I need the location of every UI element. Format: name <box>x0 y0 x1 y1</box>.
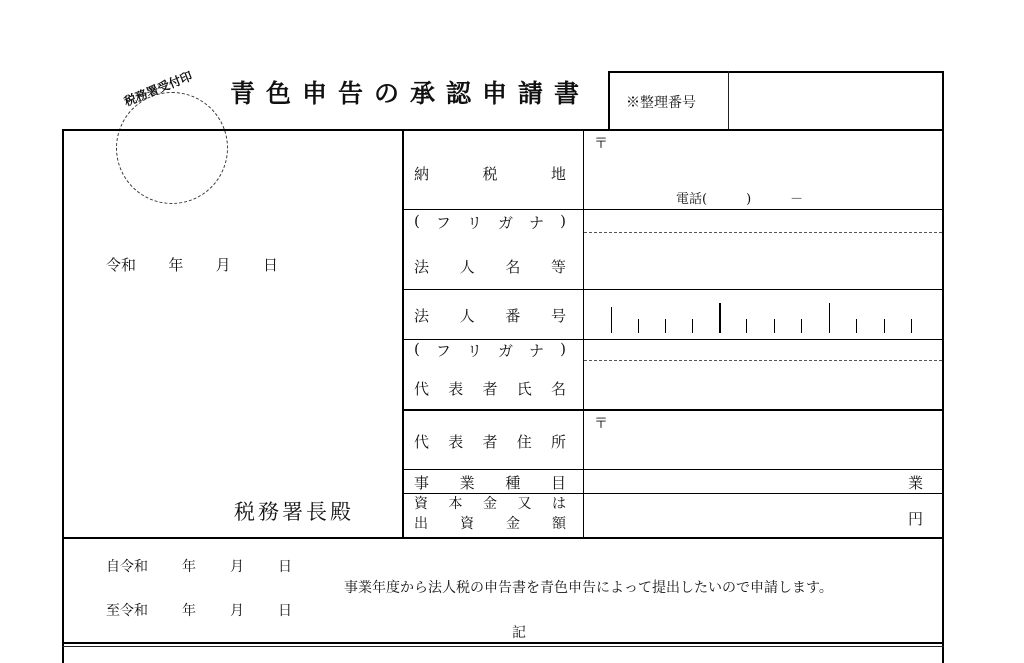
daihyo-jusho-label <box>414 431 566 452</box>
shihon-char: 又 <box>517 496 532 512</box>
digit-tick <box>746 319 747 333</box>
frame-left <box>62 129 64 663</box>
daihyo-char: 氏 <box>516 380 532 398</box>
row-line-4 <box>402 409 944 411</box>
jigyo-shumoku-label <box>414 472 566 493</box>
furigana-dash-1 <box>584 232 942 233</box>
shihon-label-line1 <box>414 496 566 512</box>
hojin-bango-label <box>414 305 566 326</box>
frame-center-divider <box>402 129 404 538</box>
to-month: 月 <box>230 603 244 619</box>
digit-group-tick <box>719 303 721 333</box>
postal-mark-2: 〒 <box>594 416 608 432</box>
furigana-dash-2 <box>584 360 942 361</box>
digit-tick <box>856 319 857 333</box>
to-era: 至令和 <box>106 603 148 619</box>
nozeichi-char: 納 <box>414 165 430 183</box>
shihon-field[interactable] <box>585 495 905 537</box>
shihon-char: 金 <box>506 516 520 532</box>
phone-label: 電話( ) － <box>676 192 804 207</box>
period-statement: 事業年度から法人税の申告書を青色申告によって提出したいので申請します。 <box>344 580 833 596</box>
kana: ナ <box>529 342 545 360</box>
daihyo-shimei-field[interactable] <box>585 362 940 408</box>
row-line-6 <box>402 493 944 494</box>
seiri-number-field[interactable] <box>730 73 940 129</box>
hojin-mei-char: 等 <box>550 258 566 276</box>
digit-tick <box>801 319 802 333</box>
furigana-label-1 <box>414 212 566 233</box>
digit-group-tick <box>829 303 830 333</box>
kana: リ <box>466 342 482 360</box>
shihon-char: は <box>552 496 566 512</box>
date-month: 月 <box>215 256 231 274</box>
hojin-bango-field[interactable] <box>585 291 940 338</box>
shihon-char: 金 <box>483 496 497 512</box>
shihon-char: 資 <box>414 496 428 512</box>
daihyo-char: 者 <box>482 380 498 398</box>
ki-section-inner <box>62 646 944 647</box>
shihon-char: 資 <box>460 516 474 532</box>
period-from <box>106 556 292 576</box>
nozeichi-label <box>414 163 566 184</box>
paren: ) <box>560 340 566 358</box>
seiri-box-left <box>608 71 610 131</box>
jigyo-shumoku-field[interactable] <box>585 470 905 492</box>
form-title: 青色申告の承認申請書 <box>230 79 591 108</box>
digit-group-tick <box>611 307 612 333</box>
period-to <box>106 600 292 620</box>
jusho-char: 者 <box>482 433 498 451</box>
hojin-mei-char: 法 <box>414 258 430 276</box>
shihon-char: 額 <box>552 516 566 532</box>
date-era: 令和 <box>106 256 137 274</box>
from-era: 自令和 <box>106 559 148 575</box>
nozeichi-field[interactable] <box>585 148 940 186</box>
daihyo-jusho-field[interactable] <box>585 428 940 468</box>
date-day: 日 <box>262 256 278 274</box>
jigyo-char: 業 <box>459 474 475 492</box>
jigyo-char: 目 <box>550 474 566 492</box>
hojin-mei-char: 人 <box>459 258 475 276</box>
kana: ガ <box>497 214 513 232</box>
digit-tick <box>884 319 885 333</box>
paren: ( <box>414 340 420 358</box>
frame-top-left <box>62 129 610 131</box>
seiri-number-label: ※整理番号 <box>626 95 696 111</box>
furigana-label-2 <box>414 340 566 361</box>
jusho-char: 住 <box>516 433 532 451</box>
application-date <box>106 254 278 275</box>
hojin-mei-field[interactable] <box>585 234 940 288</box>
nozeichi-char: 税 <box>482 165 498 183</box>
digit-tick <box>692 319 693 333</box>
frame-top-right <box>608 129 944 131</box>
hojin-bango-char: 人 <box>459 307 475 325</box>
kana: ガ <box>497 342 513 360</box>
seiri-box-divider <box>728 71 729 131</box>
hojin-bango-char: 法 <box>414 307 430 325</box>
ki-heading: 記 <box>512 625 526 641</box>
reception-stamp-label: 税務署受付印 <box>122 68 195 109</box>
kana: フ <box>435 214 451 232</box>
hojin-mei-label <box>414 256 566 277</box>
tax-office-addressee: 税務署長殿 <box>234 500 354 524</box>
daihyo-char: 表 <box>448 380 464 398</box>
digit-tick <box>774 319 775 333</box>
row-line-1 <box>402 209 944 210</box>
digit-tick <box>911 319 912 333</box>
period-section-top <box>62 537 944 539</box>
to-day: 日 <box>278 603 292 619</box>
frame-label-divider <box>583 129 584 538</box>
postal-mark: 〒 <box>594 136 608 152</box>
jigyo-char: 種 <box>505 474 521 492</box>
digit-tick <box>638 319 639 333</box>
paren: ) <box>560 212 566 230</box>
hojin-mei-char: 名 <box>505 258 521 276</box>
jusho-char: 所 <box>550 433 566 451</box>
jigyo-suffix: 業 <box>908 474 924 492</box>
shihon-char: 出 <box>414 516 428 532</box>
paren: ( <box>414 212 420 230</box>
daihyo-shimei-label <box>414 378 566 399</box>
jusho-char: 代 <box>414 433 430 451</box>
shihon-label-line2 <box>414 516 566 532</box>
kana: リ <box>466 214 482 232</box>
row-line-2 <box>402 289 944 290</box>
hojin-bango-char: 番 <box>505 307 521 325</box>
nozeichi-char: 地 <box>550 165 566 183</box>
from-year: 年 <box>182 559 196 575</box>
frame-right <box>942 71 944 663</box>
digit-tick <box>665 319 666 333</box>
hojin-mei-furigana-field[interactable] <box>585 211 940 231</box>
from-day: 日 <box>278 559 292 575</box>
jusho-char: 表 <box>448 433 464 451</box>
kana: ナ <box>529 214 545 232</box>
daihyo-char: 代 <box>414 380 430 398</box>
yen-suffix: 円 <box>908 510 924 528</box>
to-year: 年 <box>182 603 196 619</box>
kana: フ <box>435 342 451 360</box>
date-year: 年 <box>168 256 184 274</box>
jigyo-char: 事 <box>414 474 430 492</box>
daihyo-char: 名 <box>550 380 566 398</box>
reception-stamp-circle <box>116 92 228 204</box>
from-month: 月 <box>230 559 244 575</box>
hojin-bango-char: 号 <box>550 307 566 325</box>
shihon-char: 本 <box>448 496 463 512</box>
ki-section-top <box>62 642 944 644</box>
daihyo-furigana-field[interactable] <box>585 341 940 359</box>
